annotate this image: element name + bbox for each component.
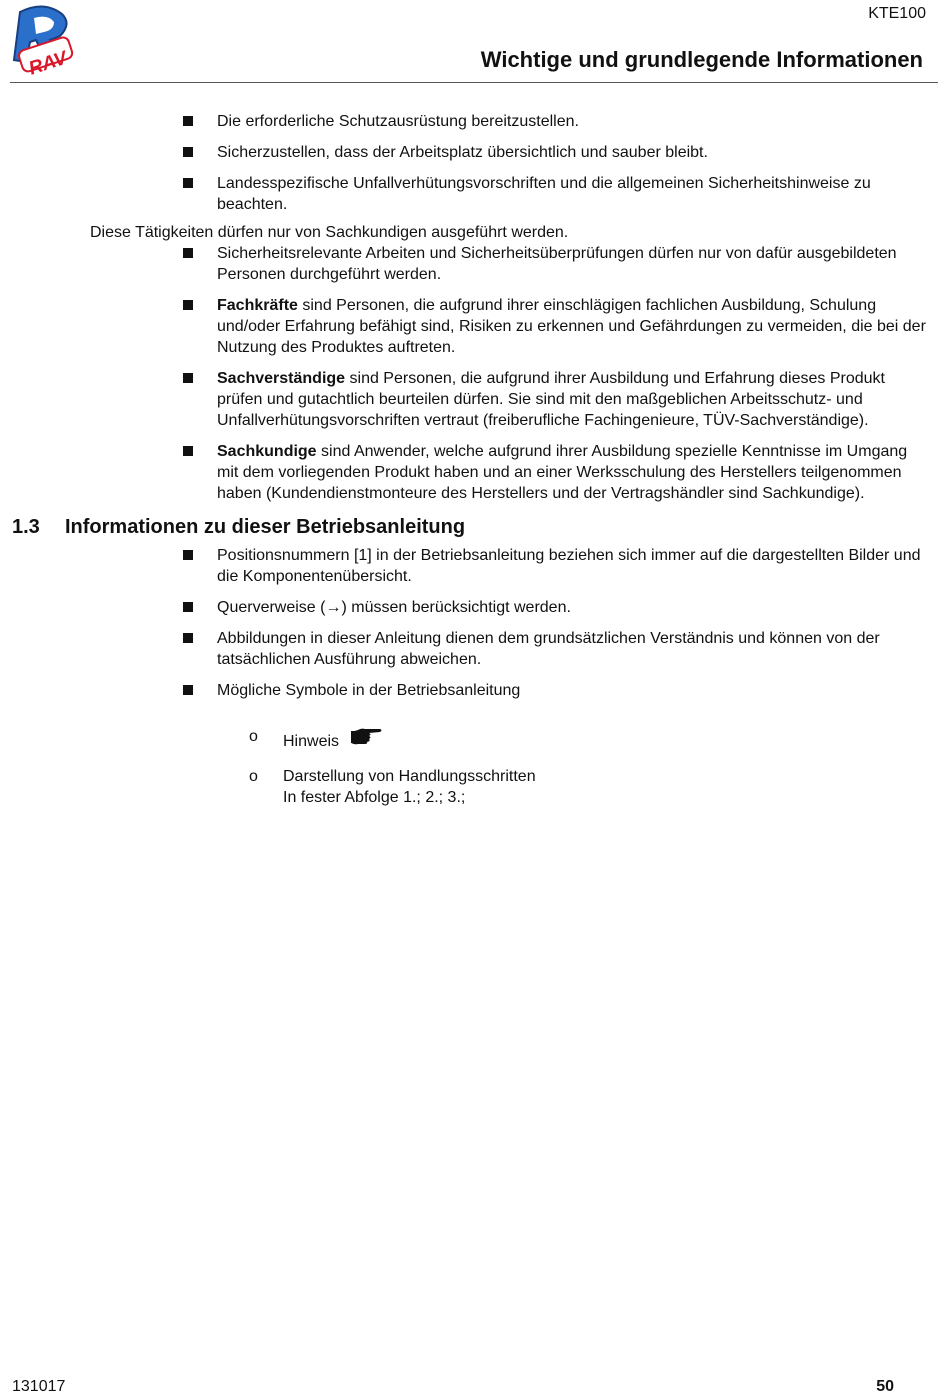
steps-description: Darstellung von Handlungsschritten [283,768,536,785]
rav-logo-graphic [10,4,74,76]
list-item [0,766,950,808]
list-item: Abbildungen in dieser Anleitung dienen dem grundsätzlichen Verständnis und können von der tatsächlichen Ausführung abweichen. [0,628,950,670]
rav-logo [10,4,74,76]
logo-text: RAV [26,47,70,76]
square-bullet-icon [183,116,193,126]
steps-order: In fester Abfolge 1.; 2.; 3.; [283,789,466,806]
arrow-right-icon: → [325,599,342,616]
list-item: Sicherheitsrelevante Arbeiten und Sicherheitsüberprüfungen dürfen nur von dafür ausgebildeten Personen durchgeführt werden. [0,243,950,285]
term-sachverstaendige: Sachverständige [217,370,346,387]
sachkundige-note: Diese Tätigkeiten dürfen nur von Sachkundigen ausgeführt werden. [90,224,569,241]
header-divider [10,82,938,83]
list-item: Die erforderliche Schutzausrüstung bereitzustellen. [0,111,950,132]
square-bullet-icon [183,446,193,456]
square-bullet-icon [183,550,193,560]
list-item: Fachkräfte sind Personen, die aufgrund ihrer einschlägigen fachlichen Ausbildung, Schulung und/oder Erfahrung befähigt sind, Risiken zu erkennen und Gefährdungen zu vermeiden, die bei der Nutzung des Produktes auftreten. [0,295,950,358]
document-code: KTE100 [868,5,926,22]
square-bullet-icon [183,178,193,188]
list-item: Mögliche Symbole in der Betriebsanleitung [0,680,950,701]
list-item: Sicherzustellen, dass der Arbeitsplatz übersichtlich und sauber bleibt. [0,142,950,163]
circle-bullet: o [249,768,258,785]
section-heading [0,517,950,545]
list-item: Sachkundige sind Anwender, welche aufgrund ihrer Ausbildung spezielle Kenntnisse im Umgang mit dem vorliegenden Produkt haben und an einer Werksschulung des Herstellers teilgenommen haben (Kundendienstmonteure des Herstellers und der Vertragshändler sind Sachkundige). [0,441,950,504]
page-title: Wichtige und grundlegende Informationen [480,47,923,72]
circle-bullet: o [249,728,258,745]
personnel-list [0,243,950,504]
square-bullet-icon [183,685,193,695]
manual-info-list [0,545,950,701]
term-fachkraefte: Fachkräfte [217,297,298,314]
list-item [0,726,950,756]
symbols-list [0,726,950,808]
list-item: Sachverständige sind Personen, die aufgrund ihrer Ausbildung und Erfahrung dieses Produkt prüfen und gutachtlich beurteilen dürfen. Sie sind mit den maßgeblichen Arbeitsschutz- und Unfallverhütungsvorschriften vertraut (freiberufliche Fachingenieure, TÜV-Sachverständige). [0,368,950,431]
section-number: 1.3 [12,516,40,538]
list-item: Positionsnummern [1] in der Betriebsanleitung beziehen sich immer auf die dargestellten Bilder und die Komponentenübersicht. [0,545,950,587]
section-title: Informationen zu dieser Betriebsanleitung [65,516,466,538]
list-item: Landesspezifische Unfallverhütungsvorschriften und die allgemeinen Sicherheitshinweise zu beachten. [0,173,950,215]
square-bullet-icon [183,633,193,643]
page-content [0,111,950,818]
hint-label: Hinweis [283,733,340,750]
duties-list [0,111,950,215]
term-sachkundige: Sachkundige [217,443,317,460]
footer-date-code: 131017 [12,1378,66,1395]
square-bullet-icon [183,602,193,612]
square-bullet-icon [183,300,193,310]
square-bullet-icon [183,373,193,383]
pointing-hand-icon [349,726,383,756]
square-bullet-icon [183,147,193,157]
page-number: 50 [876,1378,894,1395]
square-bullet-icon [183,248,193,258]
list-item: Querverweise (→) müssen berücksichtigt werden. [0,597,950,618]
